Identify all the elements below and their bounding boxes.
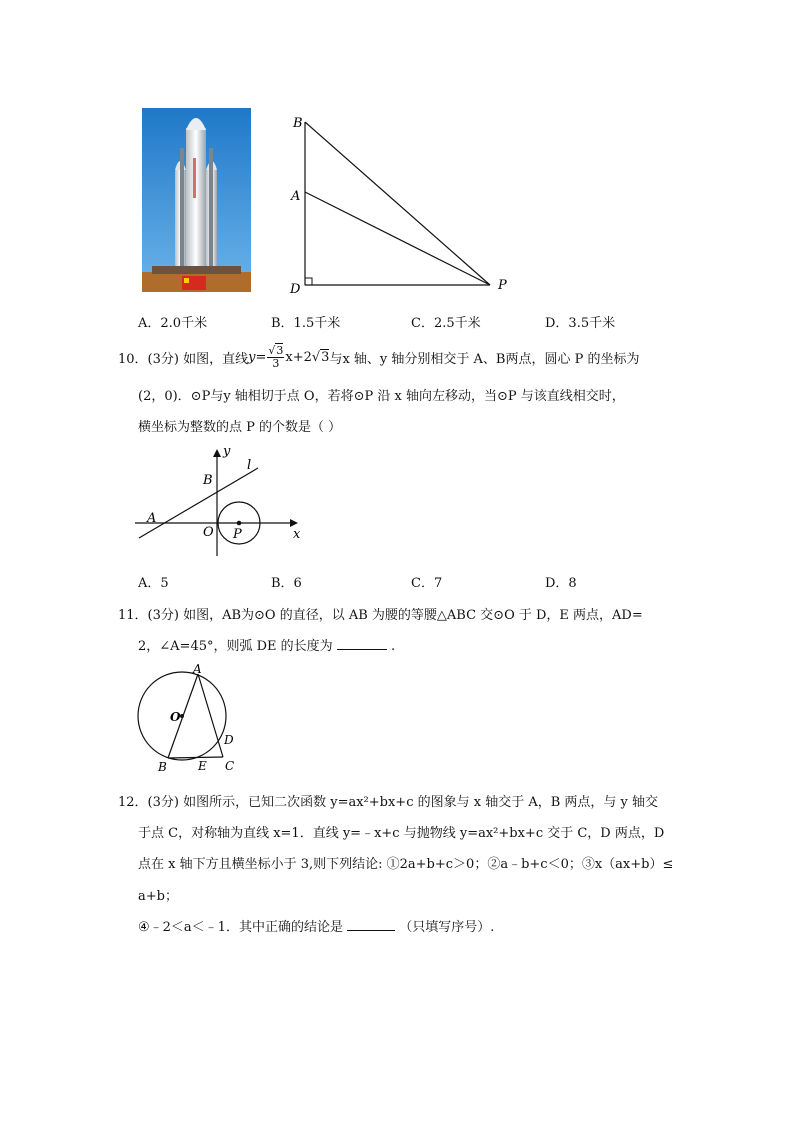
q9-option-b: B．1.5千米 [271,316,341,331]
q12-line-4: a+b； [138,889,178,904]
segment-AP [305,192,490,285]
label-D: D [290,282,301,297]
q12-line-2: 于点 C，对称轴为直线 x=1．直线 y=﹣x+c 与抛物线 y=ax²+bx+c 交于 C，D 两点，D [138,826,665,841]
label-A: A [193,662,202,676]
q10-denominator: 3 [272,356,280,370]
center-O-dot [180,714,184,718]
label-B: B [203,473,213,488]
q10-prefix: 10．(3分) 如图，直线 [118,351,249,367]
q12-line-5 [138,916,494,935]
q10-option-d: D．8 [545,576,577,591]
q11-answer-blank[interactable] [337,649,387,650]
q11-line-2 [138,635,395,654]
q11-line-2-end: . [390,639,396,654]
q10-fraction: $\frac{√3}{3}$ [268,343,284,370]
segment-BP [305,122,490,285]
q9-option-a: A．2.0千米 [138,316,208,331]
q10-sqrt-num: 3 [276,343,284,357]
q10-x-plus: x+2 [285,349,312,365]
label-B: B [158,760,167,774]
rocket-illustration [142,108,251,292]
rocket-photo [142,108,251,292]
segment-BC [168,757,223,758]
q9-triangle-figure [280,108,520,300]
label-E: E [198,759,207,773]
q12-answer-blank[interactable] [347,930,395,931]
q9-option-d: D．3.5千米 [545,316,616,331]
label-x: x [293,527,301,542]
label-y: y [223,444,231,459]
q10-line-2: (2，0)．⊙P与y 轴相切于点 O，若将⊙P 沿 x 轴向左移动，当⊙P 与该直线相交时， [138,389,625,404]
q10-option-b: B．6 [271,576,302,591]
q10-option-c: C．7 [411,576,443,591]
q12-line-1: 12．(3分) 如图所示，已知二次函数 y=ax²+bx+c 的图象与 x 轴交于 A，B 两点，与 y 轴交 [118,795,659,810]
q10-sqrt2: 3 [321,349,330,365]
q12-line-5-text: ④﹣2＜a＜﹣1．其中正确的结论是 [138,920,343,935]
segment-AC [198,674,223,757]
q10-option-a: A．5 [138,576,169,591]
q12-line-5-end: （只填写序号）. [399,920,495,935]
label-C: C [225,759,235,773]
right-angle-mark [305,278,312,285]
label-D: D [224,733,234,747]
label-P: P [233,527,242,542]
q10-y-eq: y= [248,349,267,365]
x-axis-arrow [290,519,298,527]
label-A: A [147,511,157,526]
q11-circle-figure [130,660,242,776]
q10-tail: 与x 轴、y 轴分别相交于 A、B两点，圆心 P 的坐标为 [329,351,640,367]
label-O: O [170,710,181,724]
q9-option-c: C．2.5千米 [411,316,481,331]
label-B: B [293,116,303,131]
label-O: O [203,525,214,540]
label-l: l [247,458,252,473]
label-A: A [291,189,301,204]
q11-line-2-text: 2，∠A=45°，则弧 DE 的长度为 [138,639,333,654]
center-P-dot [237,521,242,526]
q12-line-3: 点在 x 轴下方且横坐标小于 3,则下列结论: ①2a+b+c＞0；②a﹣b+c＜0；③x（ax+b）≤ [138,857,674,872]
q11-line-1: 11．(3分) 如图，AB为⊙O 的直径，以 AB 为腰的等腰△ABC 交⊙O 于 D，E 两点，AD= [118,608,643,623]
q10-line-1: 10．(3分) 如图，直线 y= $\frac{√3}{3}$ x+2 √3 与x 轴、y 轴分别相交于 A、B两点，圆心 P 的坐标为 [118,343,640,370]
q10-line-3: 横坐标为整数的点 P 的个数是（ ） [138,420,342,435]
y-axis-arrow [213,449,221,457]
q10-coordinate-figure [130,440,320,560]
label-P: P [498,278,507,293]
